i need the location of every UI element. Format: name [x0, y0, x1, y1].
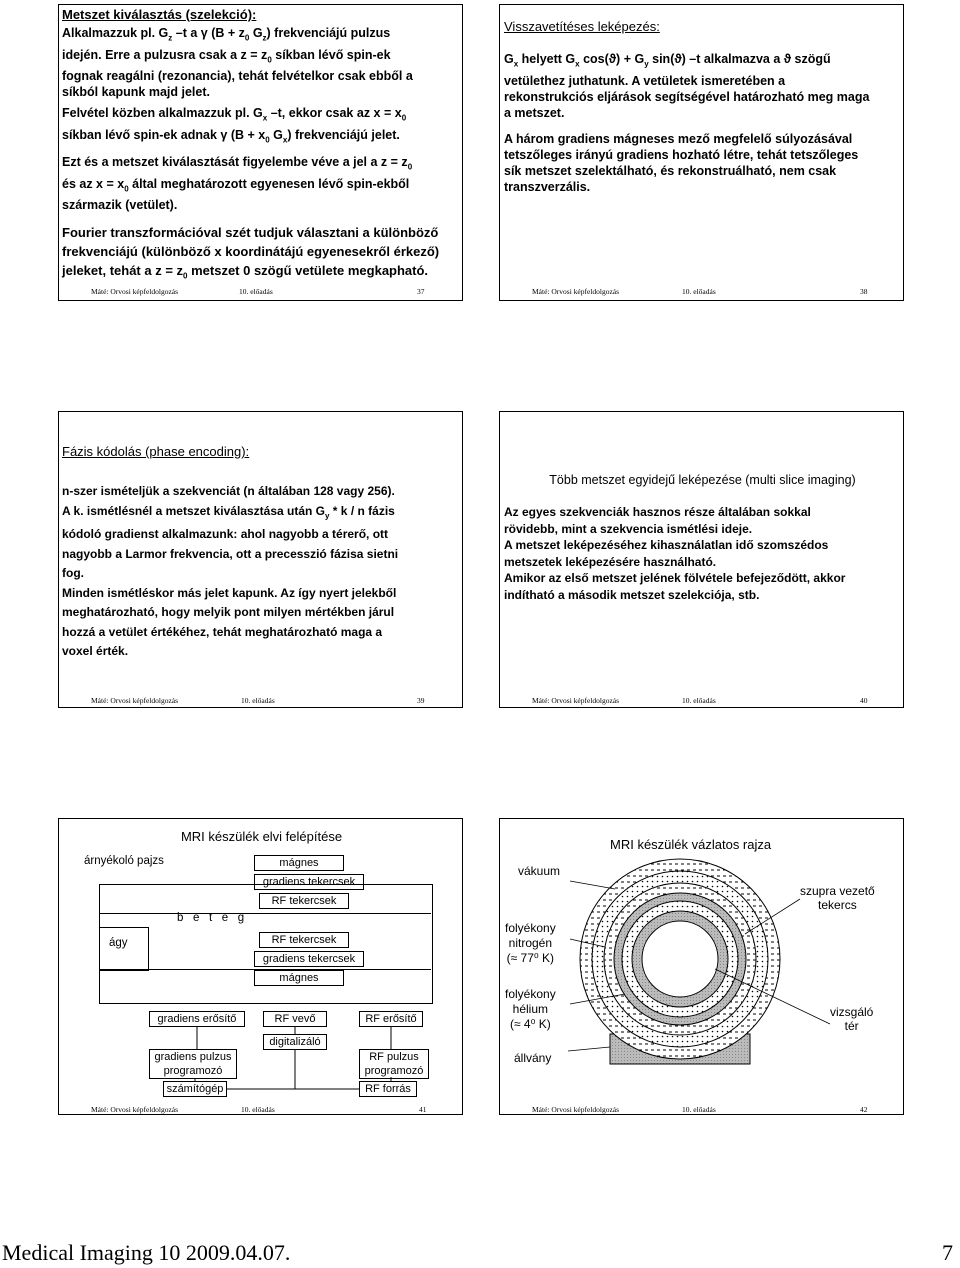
bed-label: ágy	[109, 937, 128, 949]
patient-label: b e t e g	[177, 912, 245, 924]
paragraph-1: n-szer ismételjük a szekvenciát (n általában 128 vagy 256). A k. ismétlésnél a metszet kiválasztása után $G_y$ * k / n fázis kódoló gradienst alkalmazunk: ahol nagyobb a térerő, ott nagyobb a Larmor frekvencia, ott a precesszió fázisa sietni fog. Minden ismétléskor más jelet kapunk. Az így nyert jelekből meghatározható, hogy melyik pont milyen mértékben járul hozzá a vetület értékéhez, tehát meghatározható maga a voxel érték.	[62, 484, 399, 659]
paragraph-2: Felvétel közben alkalmazzuk pl. $G_x$ –t, ekkor csak az $x = x_0$ síkban lévő spin-ek adnak γ ($B + x_0$ $G_x$) frekvenciájú jelet.	[62, 106, 407, 144]
gradient-amplifier-box: gradiens erősítő	[149, 1011, 245, 1027]
stand-label: állvány	[514, 1051, 552, 1065]
examination-space-label: vizsgáló tér	[830, 1005, 874, 1033]
slide-footer-author: Máté: Orvosi képfeldolgozás	[532, 1105, 620, 1114]
slide-footer-lecture: 10. előadás	[682, 1105, 716, 1114]
slide-title: Fázis kódolás (phase encoding):	[62, 444, 250, 459]
rf-pulse-programmer-box: RF pulzus programozó	[359, 1049, 429, 1079]
magnet-top-box: mágnes	[254, 855, 344, 871]
slide-title: Metszet kiválasztás (szelekció):	[62, 7, 257, 22]
superconducting-coil-label: szupra vezető tekercs	[800, 884, 875, 912]
shield-label: árnyékoló pajzs	[84, 855, 164, 867]
slide-footer-author: Máté: Orvosi képfeldolgozás	[91, 287, 179, 296]
page-footer-title: Medical Imaging 10 2009.04.07.	[2, 1240, 291, 1265]
digitizer-box: digitalizáló	[263, 1034, 327, 1050]
slide-footer-lecture: 10. előadás	[241, 1105, 275, 1114]
paragraph-1: Alkalmazzuk pl. $G_z$ –t a γ ($B + z_0$ $G_z$) frekvenciájú pulzus idején. Erre a pulzusra csak a $z = z_0$ síkban lévő spin-ek fognak reagálni (rezonancia), tehát felvételkor csak ebből a síkból kapunk majd jelet.	[62, 26, 413, 99]
slide-footer-author: Máté: Orvosi képfeldolgozás	[91, 1105, 179, 1114]
vacuum-label: vákuum	[518, 864, 561, 878]
slide-footer-lecture: 10. előadás	[241, 696, 275, 705]
diagram-connectors	[59, 819, 464, 1116]
slide-38	[499, 4, 904, 301]
slide-39	[58, 411, 463, 708]
paragraph-3: Ezt és a metszet kiválasztását figyelembe véve a jel a $z = z_0$ és az $x = x_0$ által meghatározott egyenesen lévő spin-ekből származik (vetület).	[62, 155, 413, 212]
paragraph-1: $G_x$ helyett $G_x$ $\cos(ϑ) + G_y$ sin(ϑ) –t alkalmazva a ϑ szögű vetülethez juthatunk. A vetületek ismeretében a rekonstrukciós eljárások segítségével határozható meg maga a metszet.	[504, 52, 870, 120]
slide-42	[499, 818, 904, 1115]
magnet-bottom-box: mágnes	[254, 970, 344, 986]
page-number: 7	[942, 1240, 953, 1265]
slide-number: 40	[860, 696, 868, 705]
slide-title: Több metszet egyidejű leképezése (multi slice imaging)	[549, 473, 856, 487]
magnet-cross-section-drawing	[500, 819, 905, 1116]
slide-footer-lecture: 10. előadás	[682, 287, 716, 296]
paragraph-4: Fourier transzformációval szét tudjuk választani a különböző frekvenciájú (különböző x koordinátájú egyenesekről érkező) jeleket, tehát a $z = z_0$ metszet 0 szögű vetülete megkapható.	[62, 225, 440, 281]
slide-number: 39	[417, 696, 425, 705]
slide-number: 38	[860, 287, 868, 296]
liquid-helium-label: folyékony hélium (≈ 4⁰ K)	[505, 987, 556, 1031]
gradient-coils-top-box: gradiens tekercsek	[254, 874, 364, 890]
rf-source-box: RF forrás	[359, 1081, 417, 1097]
gradient-coils-bottom-box: gradiens tekercsek	[254, 951, 364, 967]
slide-41	[58, 818, 463, 1115]
slide-footer-author: Máté: Orvosi képfeldolgozás	[91, 696, 179, 705]
rf-coils-top-box: RF tekercsek	[259, 893, 349, 909]
slide-title: MRI készülék elvi felépítése	[180, 829, 343, 844]
slide-40	[499, 411, 904, 708]
slide-footer-author: Máté: Orvosi képfeldolgozás	[532, 696, 620, 705]
slide-footer-lecture: 10. előadás	[682, 696, 716, 705]
slide-title: Visszavetítéses leképezés:	[504, 19, 660, 34]
liquid-nitrogen-label: folyékony nitrogén (≈ 77⁰ K)	[505, 921, 556, 965]
slide-number: 41	[419, 1105, 427, 1114]
slide-number: 37	[417, 287, 425, 296]
paragraph-1: Az egyes szekvenciák hasznos része általában sokkal rövidebb, mint a szekvencia ismétlési ideje. A metszet leképezéséhez kihasználatlan idő szomszédos metszetek leképezésére használható. Amikor az első metszet jelének fölvétele befejeződött, akkor indítható a második metszet szelekciója, stb.	[504, 505, 846, 602]
computer-box: számítógép	[163, 1081, 227, 1097]
rf-amplifier-box: RF erősítő	[359, 1011, 423, 1027]
slide-37	[58, 4, 463, 301]
rf-receiver-box: RF vevő	[263, 1011, 327, 1027]
slide-title: MRI készülék vázlatos rajza	[610, 837, 772, 852]
gradient-pulse-programmer-box: gradiens pulzus programozó	[149, 1049, 237, 1079]
slide-footer-lecture: 10. előadás	[239, 287, 273, 296]
paragraph-2: A három gradiens mágneses mező megfelelő súlyozásával tetszőleges irányú gradiens hozható létre, tehát tetszőleges sík metszet szelektálható, és rekonstruálható, nem csak transzverzális.	[504, 132, 859, 194]
rf-coils-bottom-box: RF tekercsek	[259, 932, 349, 948]
slide-footer-author: Máté: Orvosi képfeldolgozás	[532, 287, 620, 296]
slide-number: 42	[860, 1105, 868, 1114]
